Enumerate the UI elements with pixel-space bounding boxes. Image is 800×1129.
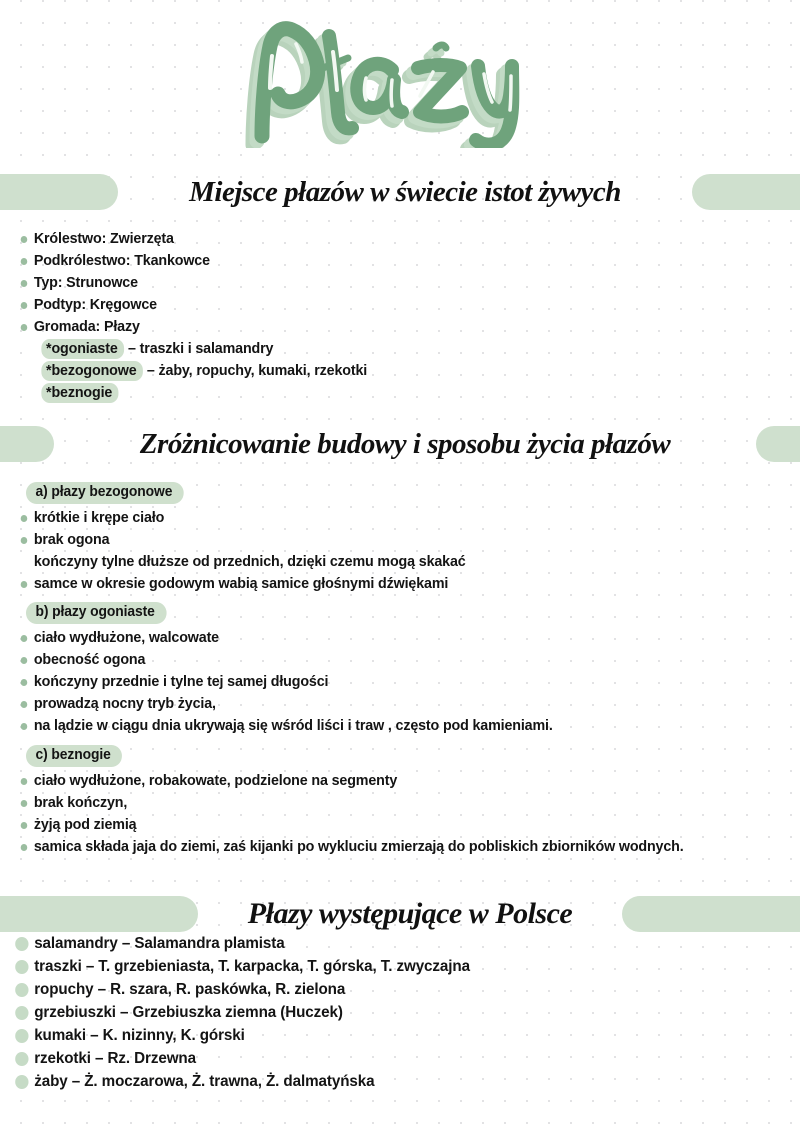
list-item-sub [0, 382, 752, 404]
group-a [0, 482, 800, 595]
list-item: Gromada: Płazy [0, 316, 752, 338]
list-item: salamandry – Salamandra plamista [0, 932, 760, 955]
heading-bar-left [0, 174, 118, 210]
subsection-label-c: c) beznogie [26, 745, 122, 767]
list-item: traszki – T. grzebieniasta, T. karpacka, T. górska, T. zwyczajna [0, 955, 760, 978]
section-body-polska [0, 932, 800, 1093]
title-lettering-plazy [0, 8, 800, 148]
group-b [0, 602, 800, 737]
list-item: prowadzą nocny tryb życia, [0, 693, 752, 715]
list-item: Królestwo: Zwierzęta [0, 228, 752, 250]
highlighted-term: *bezogonowe [41, 361, 143, 381]
highlighted-term: *beznogie [41, 383, 118, 403]
section-heading-miejsce [0, 166, 800, 218]
list-item: samce w okresie godowym wabią samice głośnymi dźwiękami [0, 573, 752, 595]
list-item: grzebiuszki – Grzebiuszka ziemna (Huczek) [0, 1001, 760, 1024]
list-item: kumaki – K. nizinny, K. górski [0, 1024, 760, 1047]
group-a-list [0, 507, 800, 595]
heading-bar-right [622, 896, 800, 932]
sub-item-rest: – żaby, ropuchy, kumaki, rzekotki [143, 362, 368, 379]
heading-bar-left [0, 896, 198, 932]
list-item: Podkrólestwo: Tkankowce [0, 250, 752, 272]
heading-bar-right [692, 174, 800, 210]
section-body-miejsce [0, 228, 800, 404]
list-item-sub [0, 360, 752, 382]
list-item: żaby – Ż. moczarowa, Ż. trawna, Ż. dalmatyńska [0, 1070, 760, 1093]
group-c-list [0, 770, 800, 858]
page-title [0, 8, 800, 148]
sub-item-rest: – traszki i salamandry [124, 340, 274, 357]
list-item: kończyny tylne dłuższe od przednich, dzięki czemu mogą skakać [33, 553, 466, 570]
list-item: kończyny przednie i tylne tej samej długości [0, 671, 752, 693]
list-item: żyją pod ziemią [0, 814, 752, 836]
highlighted-term: *ogoniaste [41, 339, 124, 359]
list-item: brak kończyn, [0, 792, 752, 814]
section-heading-zroznicowanie [0, 418, 800, 470]
list-item: ropuchy – R. szara, R. paskówka, R. zielona [0, 978, 760, 1001]
list-item: brak ogona [0, 529, 752, 551]
list-item: Podtyp: Kręgowce [0, 294, 752, 316]
group-b-list [0, 627, 800, 737]
list-item: ciało wydłużone, robakowate, podzielone na segmenty [0, 770, 752, 792]
heading-label: Miejsce płazów w świecie istot żywych [189, 175, 621, 208]
heading-label: Zróżnicowanie budowy i sposobu życia płazów [139, 427, 671, 460]
subsection-label-a: a) płazy bezogonowe [26, 482, 184, 504]
heading-bar-right [756, 426, 800, 462]
list-item: rzekotki – Rz. Drzewna [0, 1047, 760, 1070]
taxonomy-list [0, 228, 800, 404]
list-item-sub [0, 338, 752, 360]
list-item: ciało wydłużone, walcowate [0, 627, 752, 649]
subsection-label-b: b) płazy ogoniaste [26, 602, 166, 624]
list-item: krótkie i krępe ciało [0, 507, 752, 529]
heading-label: Płazy występujące w Polsce [247, 897, 573, 930]
list-item: obecność ogona [0, 649, 752, 671]
heading-bar-left [0, 426, 54, 462]
group-c [0, 745, 800, 858]
species-list [0, 932, 800, 1093]
list-item: Typ: Strunowce [0, 272, 752, 294]
list-item: na lądzie w ciągu dnia ukrywają się wśród liści i traw , często pod kamieniami. [0, 715, 752, 737]
list-item: samica składa jaja do ziemi, zaś kijanki po wykluciu zmierzają do pobliskich zbiorników wodnych. [0, 836, 752, 858]
